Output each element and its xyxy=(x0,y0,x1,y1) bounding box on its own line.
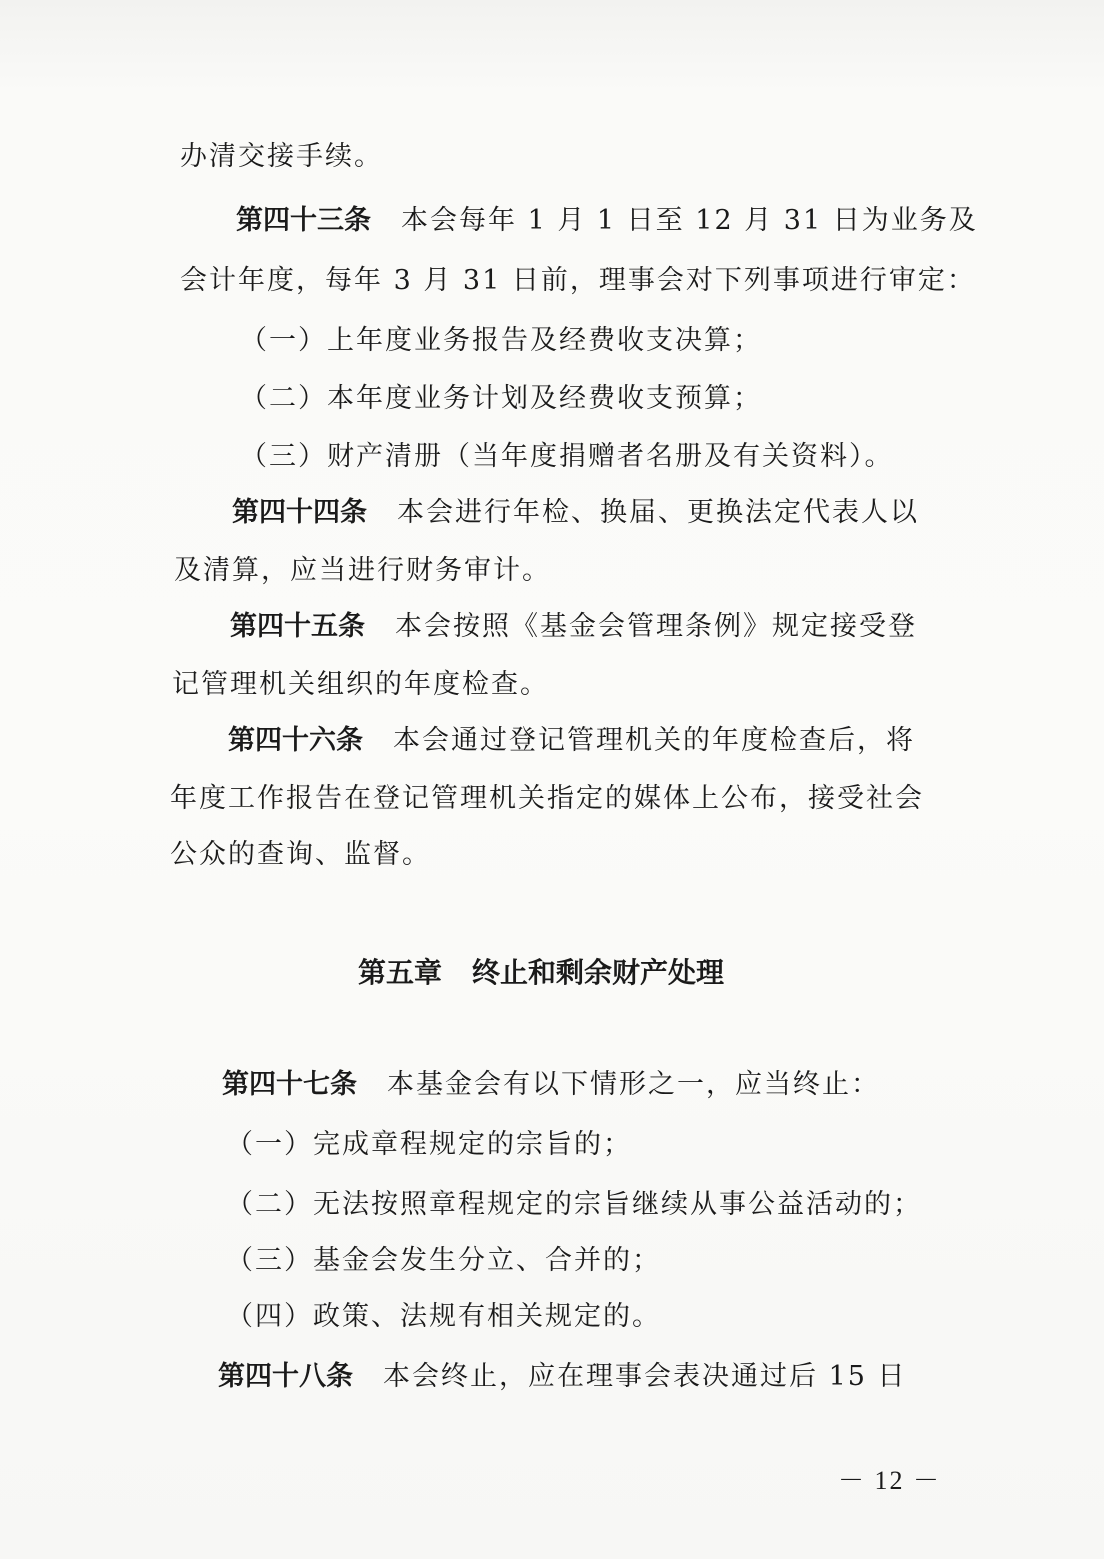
paragraph-line xyxy=(180,140,383,174)
line-text: （一）完成章程规定的宗旨的； xyxy=(226,1129,632,1160)
line-text: 记管理机关组织的年度检查。 xyxy=(172,669,549,700)
page-number: － 12 － xyxy=(838,1466,942,1495)
article-43-line xyxy=(236,204,978,238)
line-text: 本会每年 1 月 1 日至 12 月 31 日为业务及 xyxy=(401,205,978,236)
line-text: 本会按照《基金会管理条例》规定接受登 xyxy=(395,611,917,642)
line-text: 本会通过登记管理机关的年度检查后，将 xyxy=(393,725,915,756)
chapter-title: 终止和剩余财产处理 xyxy=(472,956,725,989)
list-item xyxy=(226,1188,922,1222)
list-item xyxy=(240,382,762,416)
paragraph-line xyxy=(174,554,551,588)
line-text: （三）财产清册（当年度捐赠者名册及有关资料）。 xyxy=(240,441,894,472)
article-heading: 第四十六条 xyxy=(228,725,363,756)
article-heading: 第四十四条 xyxy=(232,497,367,528)
line-text: （四）政策、法规有相关规定的。 xyxy=(226,1301,661,1332)
article-heading: 第四十三条 xyxy=(236,205,371,236)
article-44-line xyxy=(232,496,919,530)
list-item xyxy=(240,440,894,474)
article-heading: 第四十五条 xyxy=(230,611,365,642)
paragraph-line xyxy=(180,264,976,298)
line-text: 办清交接手续。 xyxy=(180,141,383,172)
article-heading: 第四十八条 xyxy=(218,1361,353,1392)
line-text: 本会进行年检、换届、更换法定代表人以 xyxy=(397,497,919,528)
line-text: 会计年度，每年 3 月 31 日前，理事会对下列事项进行审定： xyxy=(180,265,976,296)
line-text: （一）上年度业务报告及经费收支决算； xyxy=(240,325,762,356)
list-item xyxy=(240,324,762,358)
line-text: 公众的查询、监督。 xyxy=(170,839,431,870)
line-text: （二）本年度业务计划及经费收支预算； xyxy=(240,383,762,414)
line-text: （二）无法按照章程规定的宗旨继续从事公益活动的； xyxy=(226,1189,922,1220)
list-item xyxy=(226,1128,632,1162)
line-text: 本基金会有以下情形之一，应当终止： xyxy=(387,1069,880,1100)
list-item xyxy=(226,1244,661,1278)
line-text: 及清算，应当进行财务审计。 xyxy=(174,555,551,586)
line-text: 年度工作报告在登记管理机关指定的媒体上公布，接受社会 xyxy=(170,783,924,814)
list-item xyxy=(226,1300,661,1334)
line-text: （三）基金会发生分立、合并的； xyxy=(226,1245,661,1276)
article-46-line xyxy=(228,724,915,758)
paragraph-line xyxy=(170,782,924,816)
article-heading: 第四十七条 xyxy=(222,1069,357,1100)
article-48-line xyxy=(218,1360,907,1394)
article-45-line xyxy=(230,610,917,644)
line-text: 本会终止，应在理事会表决通过后 15 日 xyxy=(383,1361,907,1392)
paragraph-line xyxy=(172,668,549,702)
article-47-line xyxy=(222,1068,880,1102)
chapter-number: 第五章 xyxy=(358,956,443,989)
paragraph-line xyxy=(170,838,431,872)
chapter-heading xyxy=(358,956,724,990)
